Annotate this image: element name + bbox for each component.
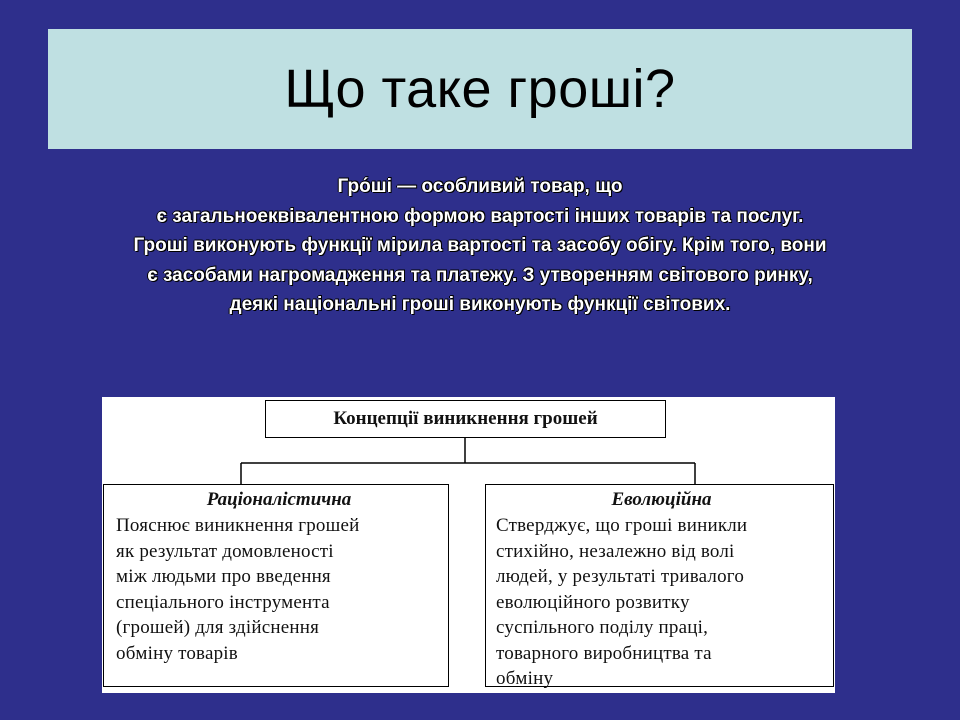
branch-line: обміну товарів bbox=[116, 642, 238, 664]
branch-line: спеціального інструмента bbox=[116, 591, 330, 613]
definition-line: Гро́ші — особливий товар, що bbox=[337, 176, 623, 197]
definition-line: є засобами нагромадження та платежу. З утворенням світового ринку, bbox=[147, 264, 813, 286]
branch-line: обміну bbox=[496, 668, 554, 689]
branch-evolutionary bbox=[485, 484, 834, 687]
branch-line: як результат домовленості bbox=[116, 540, 334, 562]
branch-line: (грошей) для здійснення bbox=[116, 617, 320, 638]
branch-heading: Еволюційна bbox=[611, 489, 712, 510]
branch-line: людей, у результаті тривалого bbox=[496, 566, 745, 587]
slide-title-box bbox=[48, 29, 912, 149]
definition-line: Гроші виконують функції мірила вартості та засобу обігу. Крім того, вони bbox=[133, 235, 827, 256]
branch-rationalistic bbox=[103, 484, 449, 687]
branch-heading: Раціоналістична bbox=[206, 489, 352, 510]
definition-line: є загальноеквівалентною формою вартості інших товарів та послуг. bbox=[156, 205, 804, 227]
branch-line: стихійно, незалежно від волі bbox=[496, 540, 735, 562]
branch-line: товарного виробництва та bbox=[496, 642, 712, 664]
definition-text bbox=[20, 172, 940, 320]
branch-line: між людьми про введення bbox=[116, 566, 331, 587]
branch-line: суспільного поділу праці, bbox=[496, 617, 709, 638]
branch-line: еволюційного розвитку bbox=[496, 591, 690, 613]
definition-line: деякі національні гроші виконують функції світових. bbox=[229, 294, 731, 315]
diagram-root-box bbox=[265, 400, 666, 438]
branch-line: Пояснює виникнення грошей bbox=[116, 515, 360, 536]
branch-line: Стверджує, що гроші виникли bbox=[496, 515, 748, 536]
concepts-diagram bbox=[102, 397, 835, 693]
slide-title: Що таке гроші? bbox=[284, 59, 676, 119]
diagram-root-label: Концепції виникнення грошей bbox=[333, 408, 598, 429]
